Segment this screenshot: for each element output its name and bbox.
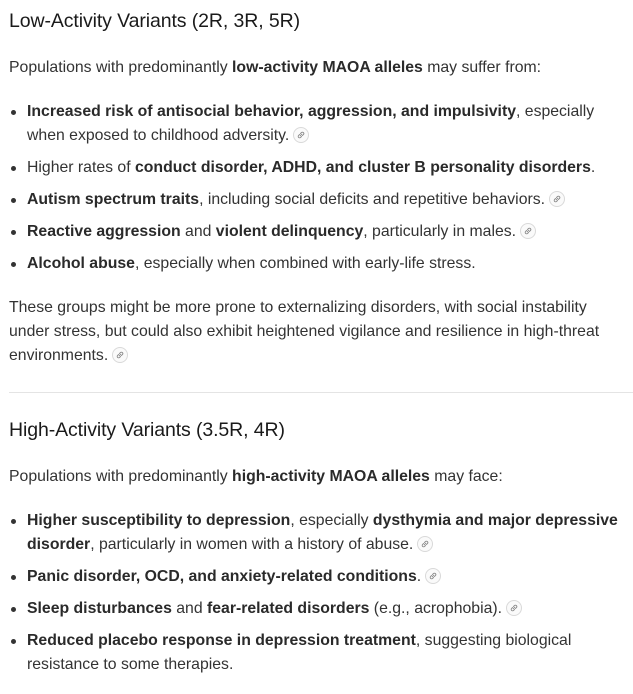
list-item xyxy=(9,100,624,148)
link-icon[interactable] xyxy=(425,568,441,584)
list-item xyxy=(9,156,624,180)
list-item xyxy=(9,252,624,276)
item-text: , especially when exposed to childhood adversity. xyxy=(27,103,595,144)
link-icon[interactable] xyxy=(112,347,128,363)
link-icon[interactable] xyxy=(549,191,565,207)
item-bold: Sleep disturbances xyxy=(27,600,172,617)
item-bold: Reactive aggression xyxy=(27,223,181,240)
section-intro-high xyxy=(9,465,624,489)
section-intro-low xyxy=(9,56,624,80)
list-item xyxy=(9,188,624,212)
section-heading-low-activity: Low-Activity Variants (2R, 3R, 5R) xyxy=(9,10,300,32)
item-bold: Reduced placebo response in depression treatment xyxy=(27,632,416,649)
item-text: , particularly in males. xyxy=(363,223,517,240)
list-item xyxy=(9,509,624,557)
low-activity-list xyxy=(9,100,624,276)
item-text: , especially xyxy=(290,512,373,529)
item-text: , especially when combined with early-life stress. xyxy=(134,255,476,272)
list-item xyxy=(9,629,624,677)
intro-text: Populations with predominantly xyxy=(9,59,233,76)
item-bold: Alcohol abuse xyxy=(27,255,135,272)
intro-bold: low-activity MAOA alleles xyxy=(232,59,423,76)
item-text: , including social deficits and repetitive behaviors. xyxy=(199,191,546,208)
item-text: . xyxy=(590,159,596,176)
item-text: and xyxy=(171,600,207,617)
link-icon[interactable] xyxy=(417,536,433,552)
link-icon[interactable] xyxy=(520,223,536,239)
list-item xyxy=(9,597,624,621)
link-icon[interactable] xyxy=(506,600,522,616)
summary-text: These groups might be more prone to externalizing disorders, with social instability under stress, but could also exhibit heightened vigilance and resilience in high-threat environments. xyxy=(9,299,600,364)
intro-bold: high-activity MAOA alleles xyxy=(232,468,430,485)
item-text: and xyxy=(180,223,216,240)
item-text: , suggesting biological resistance to some therapies. xyxy=(27,632,572,673)
item-text: (e.g., acrophobia). xyxy=(369,600,503,617)
intro-text: may suffer from: xyxy=(422,59,542,76)
item-bold: Increased risk of antisocial behavior, aggression, and impulsivity xyxy=(27,103,516,120)
section-divider xyxy=(9,392,633,393)
list-item xyxy=(9,565,624,589)
item-bold: conduct disorder, ADHD, and cluster B personality disorders xyxy=(135,159,591,176)
item-text: Higher rates of xyxy=(27,159,135,176)
intro-text: Populations with predominantly xyxy=(9,468,233,485)
list-item xyxy=(9,220,624,244)
section-summary-low xyxy=(9,296,624,368)
item-bold: fear-related disorders xyxy=(207,600,370,617)
section-heading-high-activity: High-Activity Variants (3.5R, 4R) xyxy=(9,419,285,441)
item-bold: violent delinquency xyxy=(215,223,364,240)
item-bold: dysthymia and major depressive disorder xyxy=(27,512,618,553)
item-text: , particularly in women with a history of abuse. xyxy=(90,536,414,553)
item-text: . xyxy=(416,568,422,585)
link-icon[interactable] xyxy=(293,127,309,143)
high-activity-list xyxy=(9,509,624,677)
item-bold: Higher susceptibility to depression xyxy=(27,512,291,529)
item-bold: Autism spectrum traits xyxy=(27,191,200,208)
intro-text: may face: xyxy=(429,468,503,485)
item-bold: Panic disorder, OCD, and anxiety-related conditions xyxy=(27,568,417,585)
